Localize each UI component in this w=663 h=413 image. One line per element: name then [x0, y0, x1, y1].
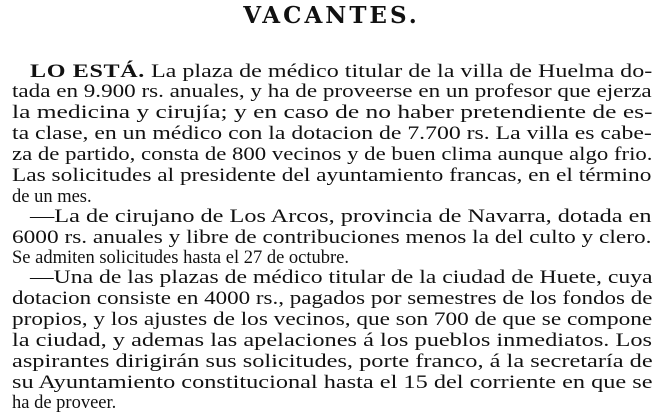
text-line: propios, y los ajustes de los vecinos, que son 700 de que se compone: [12, 310, 653, 330]
text-line: [30, 62, 652, 82]
line-text: La plaza de médico titular de la villa de Huelma do-: [144, 62, 653, 82]
text-line: Se admiten solicitudes hasta el 27 de octubre.: [12, 248, 350, 268]
text-line: la medicina y cirujía; y en caso de no haber pretendiente de es-: [12, 103, 653, 123]
text-line: la ciudad, y ademas las apelaciones á los pueblos inmediatos. Los: [12, 331, 653, 351]
text-line: —La de cirujano de Los Arcos, provincia de Navarra, dotada en: [30, 207, 652, 227]
text-line: aspirantes dirigirán sus solicitudes, porte franco, á la secretaría de: [12, 352, 653, 372]
section-heading: VACANTES.: [243, 2, 420, 29]
lead-phrase: LO ESTÁ.: [30, 62, 145, 82]
text-line: tada en 9.900 rs. anuales, y ha de proveerse en un profesor que ejerza: [12, 82, 652, 102]
text-line: —Una de las plazas de médico titular de la ciudad de Huete, cuya: [30, 268, 653, 288]
text-line: dotacion consiste en 4000 rs., pagados por semestres de los fondos de: [12, 289, 653, 309]
text-line: su Ayuntamiento constitucional hasta el 15 del corriente en que se: [12, 373, 653, 393]
text-line: Las solicitudes al presidente del ayuntamiento francas, en el término: [12, 166, 652, 186]
text-line: ha de proveer.: [12, 393, 117, 413]
text-line: za de partido, consta de 800 vecinos y de buen clima aunque algo frio.: [12, 145, 653, 165]
text-line: 6000 rs. anuales y libre de contribuciones menos la del culto y clero.: [12, 228, 652, 248]
text-line: de un mes.: [12, 187, 92, 207]
text-line: ta clase, en un médico con la dotacion de 7.700 rs. La villa es cabe-: [12, 124, 652, 144]
